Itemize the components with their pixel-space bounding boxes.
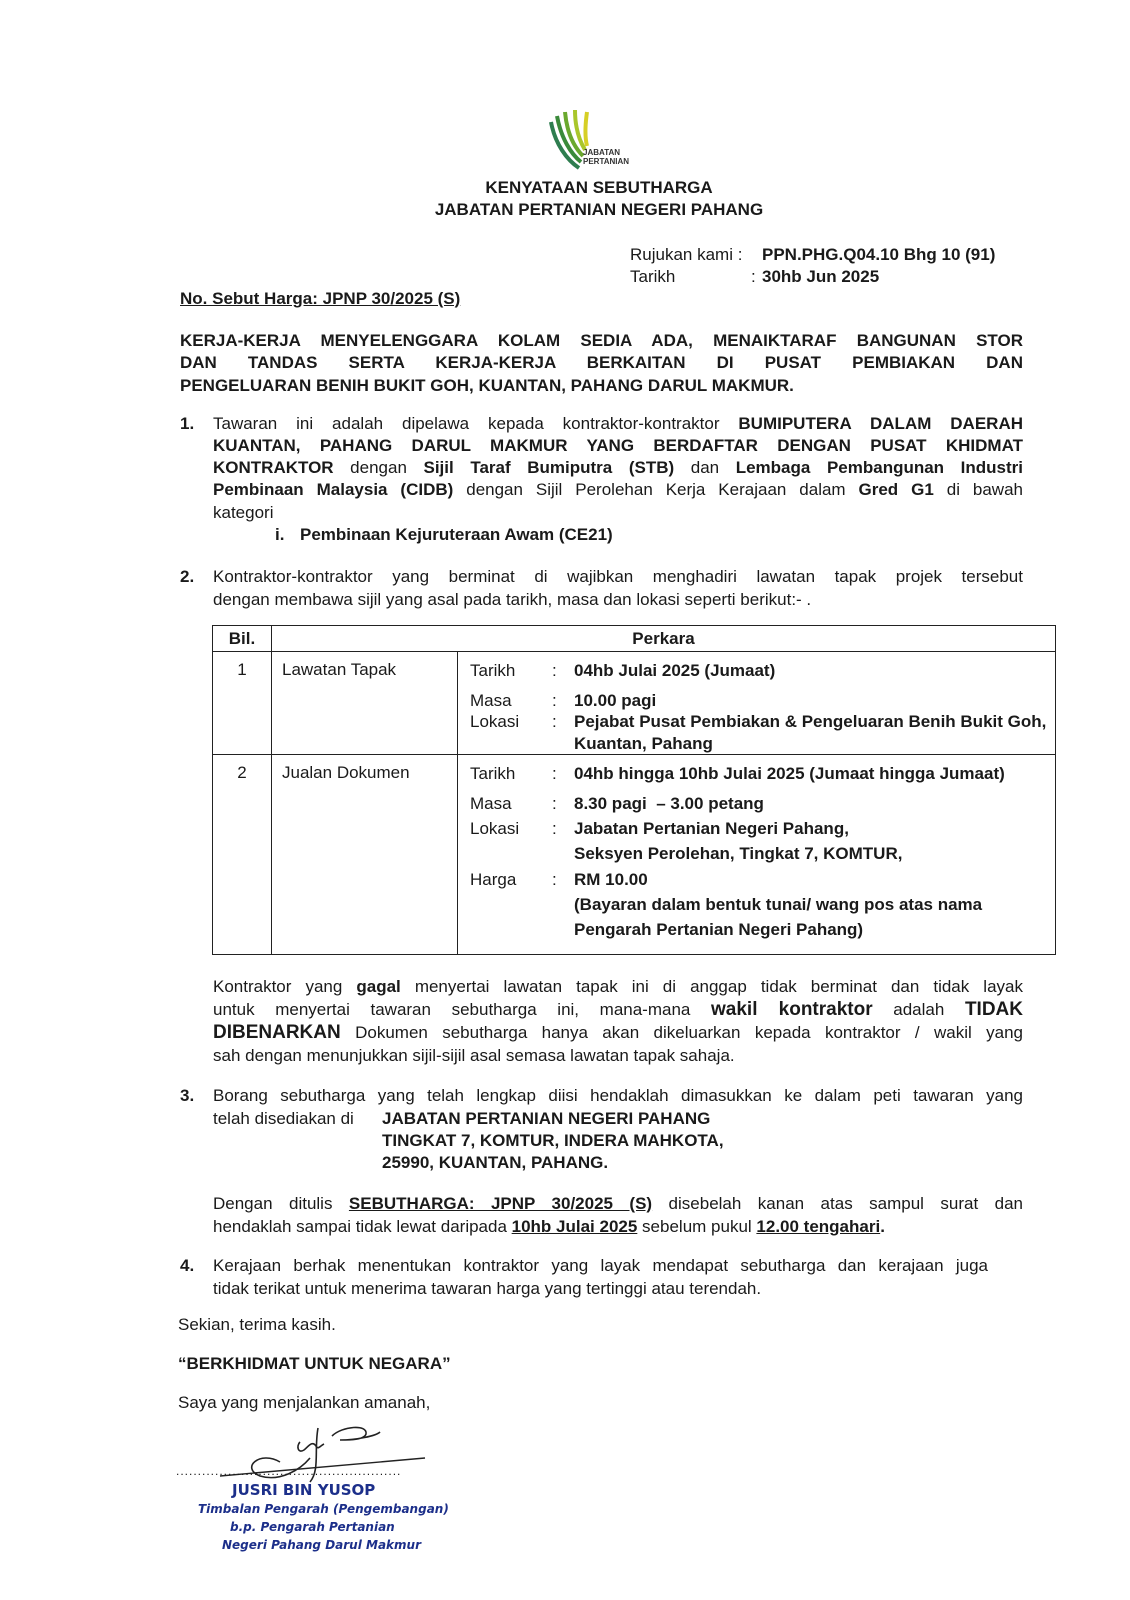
signature-dots: .................................................... — [176, 1464, 402, 1478]
text: untuk menyertai tawaran sebutharga ini, mana-mana — [213, 1000, 711, 1019]
table-header-perkara: Perkara — [272, 626, 1056, 652]
para-3-line-2: telah disediakan di — [213, 1109, 354, 1128]
closing-motto: “BERKHIDMAT UNTUK NEGARA” — [178, 1354, 451, 1373]
text-bold: Lembaga Pembangunan Industri — [735, 458, 1023, 477]
para-3-mark-line-2 — [213, 1216, 885, 1238]
text: Tawaran ini adalah dipelawa kepada kontraktor-kontraktor — [213, 414, 739, 433]
subject-line-1: KERJA-KERJA MENYELENGGARA KOLAM SEDIA ADA, MENAIKTARAF BANGUNAN STOR — [180, 331, 1023, 350]
table-row — [213, 755, 1056, 955]
date-sep: : — [751, 267, 756, 286]
para-1-line-5: kategori — [213, 503, 274, 522]
para-4-line-1: Kerajaan berhak menentukan kontraktor yang layak mendapat sebutharga dan kerajaan juga — [213, 1256, 988, 1275]
text-bold: 12.00 tengahari — [756, 1217, 881, 1236]
field-label: Lokasi — [470, 712, 520, 731]
field-value: 04hb Julai 2025 (Jumaat) — [574, 661, 776, 680]
text: adalah — [872, 1000, 965, 1019]
para-2b-line-4: sah dengan menunjukkan sijil-sijil asal semasa lawatan tapak sahaja. — [213, 1046, 735, 1065]
closing-thanks: Sekian, terima kasih. — [178, 1315, 336, 1334]
field-value: Jabatan Pertanian Negeri Pahang, — [574, 819, 849, 838]
para-1-number: 1. — [180, 414, 195, 433]
signer-title-2: b.p. Pengarah Pertanian — [230, 1520, 395, 1534]
field-value: (Bayaran dalam bentuk tunai/ wang pos atas nama — [574, 895, 983, 914]
text: disebelah kanan atas sampul surat dan — [652, 1194, 1024, 1213]
field-sep: : — [552, 712, 557, 731]
address-line-1: JABATAN PERTANIAN NEGERI PAHANG — [382, 1109, 711, 1128]
item-number: i. — [275, 525, 285, 544]
para-2-number: 2. — [180, 567, 195, 586]
para-2b-line-3 — [213, 1022, 1023, 1044]
para-1-line-1 — [213, 414, 1023, 434]
ref-value: PPN.PHG.Q04.10 Bhg 10 (91) — [762, 245, 996, 264]
page-subtitle: JABATAN PERTANIAN NEGERI PAHANG — [434, 200, 764, 219]
logo-text-2: PERTANIAN — [583, 157, 630, 166]
field-sep: : — [552, 764, 557, 783]
table-row — [213, 652, 1056, 755]
para-4-number: 4. — [180, 1256, 195, 1275]
field-value: 04hb hingga 10hb Julai 2025 (Jumaat hingga Jumaat) — [574, 764, 1005, 783]
text-bold: wakil kontraktor — [711, 999, 873, 1020]
ref-label: Rujukan kami : — [630, 245, 743, 264]
logo-text-1: JABATAN — [583, 148, 621, 157]
field-value: RM 10.00 — [574, 870, 648, 889]
text: Dengan ditulis — [213, 1194, 349, 1213]
text-bold: KONTRAKTOR — [213, 458, 334, 477]
field-label: Lokasi — [470, 819, 520, 838]
text: Dokumen sebutharga hanya akan dikeluarkan kepada kontraktor / wakil yang — [340, 1023, 1023, 1042]
signer-title-3: Negeri Pahang Darul Makmur — [222, 1538, 421, 1552]
signer-title-1: Timbalan Pengarah (Pengembangan) — [198, 1502, 449, 1516]
logo — [545, 108, 655, 178]
text-bold: BUMIPUTERA DALAM DAERAH — [738, 414, 1023, 433]
subject-line-3: PENGELUARAN BENIH BUKIT GOH, KUANTAN, PAHANG DARUL MAKMUR. — [180, 376, 794, 395]
row-item: Lawatan Tapak — [272, 652, 458, 755]
field-label: Tarikh — [470, 661, 516, 680]
text: dengan Sijil Perolehan Kerja Kerajaan dalam — [453, 480, 859, 499]
field-sep: : — [552, 661, 557, 680]
field-sep: : — [552, 691, 557, 710]
field-label: Masa — [470, 691, 512, 710]
field-label: Tarikh — [470, 764, 516, 783]
schedule-table — [212, 625, 1056, 955]
para-2b-line-1 — [213, 977, 1023, 997]
row-details — [458, 755, 1056, 955]
text: Kontraktor yang — [213, 977, 357, 996]
field-label: Harga — [470, 870, 517, 889]
para-1-line-3 — [213, 458, 1023, 478]
address-line-2: TINGKAT 7, KOMTUR, INDERA MAHKOTA, — [382, 1131, 724, 1150]
text-bold: 10hb Julai 2025 — [511, 1217, 638, 1236]
row-details — [458, 652, 1056, 755]
text-bold: TIDAK — [964, 999, 1023, 1020]
text-bold: SEBUTHARGA: JPNP 30/2025 (S) — [348, 1194, 653, 1213]
field-sep: : — [552, 870, 557, 889]
quote-number: No. Sebut Harga: JPNP 30/2025 (S) — [180, 289, 461, 308]
field-sep: : — [552, 794, 557, 813]
text: menyertai lawatan tapak ini di anggap tidak berminat dan tidak layak — [400, 977, 1023, 996]
row-bil: 1 — [213, 652, 272, 755]
text: hendaklah sampai tidak lewat daripada — [213, 1217, 512, 1236]
text: dengan — [333, 458, 424, 477]
signer-name: JUSRI BIN YUSOP — [232, 1481, 376, 1499]
text-bold: DIBENARKAN — [213, 1022, 341, 1043]
para-1-line-4 — [213, 480, 1023, 500]
para-3-line-1: Borang sebutharga yang telah lengkap diisi hendaklah dimasukkan ke dalam peti tawaran yang — [213, 1086, 1023, 1105]
address-line-3: 25990, KUANTAN, PAHANG. — [382, 1153, 609, 1172]
subject-line-2: DAN TANDAS SERTA KERJA-KERJA BERKAITAN DI PUSAT PEMBIAKAN DAN — [180, 353, 1023, 372]
date-label: Tarikh — [630, 267, 676, 286]
text-bold: Pembinaan Malaysia (CIDB) — [213, 480, 454, 499]
field-value: 10.00 pagi — [574, 691, 657, 710]
item-text: Pembinaan Kejuruteraan Awam (CE21) — [300, 525, 613, 544]
field-sep: : — [552, 819, 557, 838]
row-bil: 2 — [213, 755, 272, 955]
date-value: 30hb Jun 2025 — [762, 267, 880, 286]
text: dan — [674, 458, 736, 477]
text-bold: gagal — [356, 977, 401, 996]
table-header-bil: Bil. — [213, 626, 272, 652]
text: sebelum pukul — [637, 1217, 757, 1236]
para-1-line-2: KUANTAN, PAHANG DARUL MAKMUR YANG BERDAFTAR DENGAN PUSAT KHIDMAT — [213, 436, 1023, 455]
text-bold: . — [880, 1217, 885, 1236]
page-title: KENYATAAN SEBUTHARGA — [485, 178, 713, 197]
text: di bawah — [933, 480, 1023, 499]
text-bold: Gred G1 — [858, 480, 934, 499]
para-2-line-1: Kontraktor-kontraktor yang berminat di wajibkan menghadiri lawatan tapak projek tersebut — [213, 567, 1023, 586]
field-value: 8.30 pagi – 3.00 petang — [574, 794, 764, 813]
field-label: Masa — [470, 794, 512, 813]
para-2-line-2: dengan membawa sijil yang asal pada tarikh, masa dan lokasi seperti berikut:- . — [213, 590, 812, 609]
field-value: Pengarah Pertanian Negeri Pahang) — [574, 920, 864, 939]
para-4-line-2: tidak terikat untuk menerima tawaran harga yang tertinggi atau terendah. — [213, 1279, 762, 1298]
para-3-number: 3. — [180, 1086, 195, 1105]
row-item: Jualan Dokumen — [272, 755, 458, 955]
field-value: Pejabat Pusat Pembiakan & Pengeluaran Benih Bukit Goh, Kuantan, Pahang — [574, 712, 1047, 753]
text-bold: Sijil Taraf Bumiputra (STB) — [423, 458, 675, 477]
field-value: Seksyen Perolehan, Tingkat 7, KOMTUR, — [574, 844, 903, 863]
para-3-mark-line-1 — [213, 1194, 1023, 1214]
closing-amanah: Saya yang menjalankan amanah, — [178, 1393, 431, 1412]
para-2b-line-2 — [213, 999, 1023, 1021]
